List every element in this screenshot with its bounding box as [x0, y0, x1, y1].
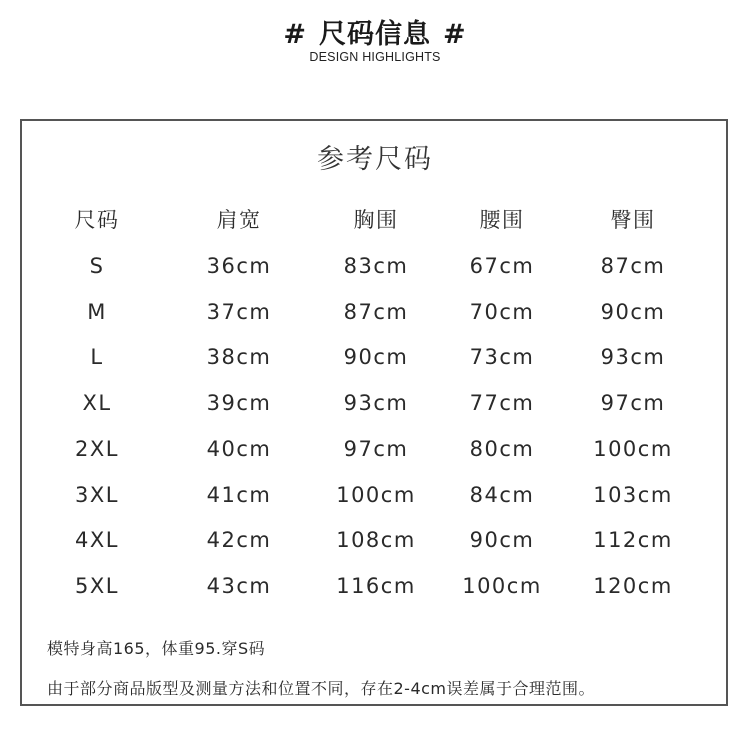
disclaimer-note: 由于部分商品版型及测量方法和位置不同，存在2-4cm误差属于合理范围。 [47, 679, 596, 698]
table-cell: 80cm [469, 437, 535, 461]
table-cell: 73cm [469, 345, 535, 369]
size-label-cell: 2XL [75, 437, 119, 461]
table-cell: 84cm [469, 483, 535, 507]
table-cell: 70cm [469, 300, 535, 324]
table-cell: 87cm [600, 254, 666, 278]
table-cell: 100cm [593, 437, 673, 461]
table-cell: 116cm [336, 574, 416, 598]
column-header: 肩宽 [216, 208, 262, 232]
page-subtitle: DESIGN HIGHLIGHTS [309, 50, 441, 64]
table-cell: 90cm [343, 345, 409, 369]
table-cell: 93cm [343, 391, 409, 415]
table-cell: 38cm [206, 345, 272, 369]
table-cell: 90cm [600, 300, 666, 324]
model-note: 模特身高165，体重95.穿S码 [47, 639, 266, 658]
size-label-cell: L [90, 345, 104, 369]
column-header: 腰围 [479, 208, 525, 232]
table-cell: 103cm [593, 483, 673, 507]
table-cell: 42cm [206, 528, 272, 552]
table-cell: 39cm [206, 391, 272, 415]
table-cell: 90cm [469, 528, 535, 552]
table-cell: 100cm [336, 483, 416, 507]
table-cell: 83cm [343, 254, 409, 278]
size-label-cell: M [87, 300, 107, 324]
hash-right: # [443, 19, 467, 50]
size-label-cell: 4XL [75, 528, 119, 552]
table-cell: 40cm [206, 437, 272, 461]
table-cell: 120cm [593, 574, 673, 598]
table-cell: 100cm [462, 574, 542, 598]
table-title: 参考尺码 [317, 144, 433, 175]
table-cell: 77cm [469, 391, 535, 415]
table-cell: 36cm [206, 254, 272, 278]
title-text: 尺码信息 [319, 19, 431, 50]
table-cell: 41cm [206, 483, 272, 507]
table-cell: 108cm [336, 528, 416, 552]
hash-left: # [283, 19, 307, 50]
size-label-cell: XL [82, 391, 112, 415]
table-cell: 93cm [600, 345, 666, 369]
column-header: 臀围 [610, 208, 656, 232]
table-cell: 67cm [469, 254, 535, 278]
column-header: 胸围 [353, 208, 399, 232]
size-label-cell: S [89, 254, 105, 278]
table-cell: 87cm [343, 300, 409, 324]
table-cell: 37cm [206, 300, 272, 324]
size-label-cell: 5XL [75, 574, 119, 598]
column-header: 尺码 [74, 208, 120, 232]
table-cell: 43cm [206, 574, 272, 598]
table-cell: 97cm [343, 437, 409, 461]
size-label-cell: 3XL [75, 483, 119, 507]
table-cell: 97cm [600, 391, 666, 415]
table-cell: 112cm [593, 528, 673, 552]
